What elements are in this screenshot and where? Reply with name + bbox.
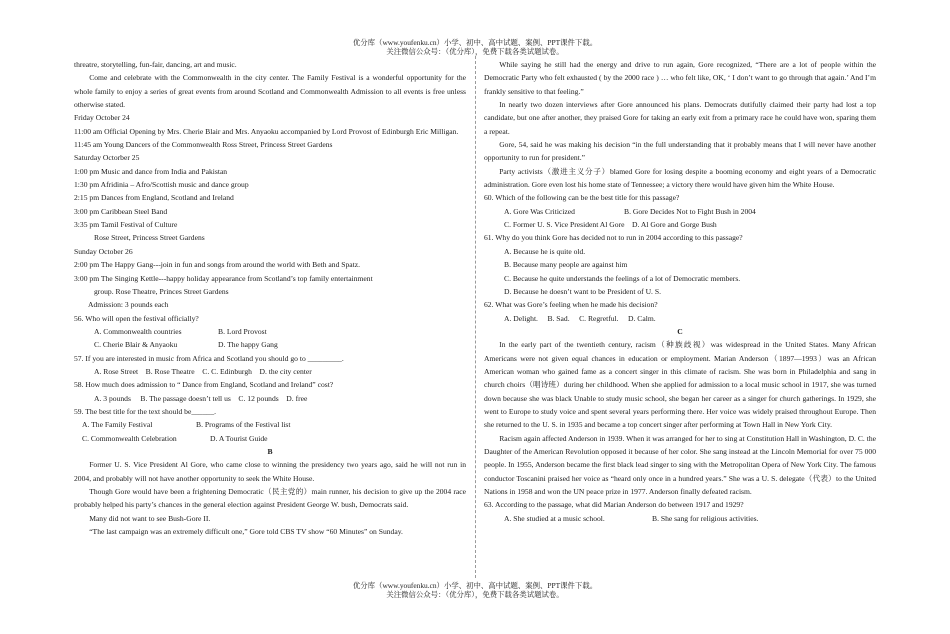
question-59: 59. The best title for the text should be______. bbox=[74, 406, 217, 416]
option-56a: A. Commonwealth countries bbox=[94, 326, 182, 336]
schedule2-line-2: 2:00 pm The Happy Gang---join in fun and songs from around the world with Beth and Spatz. bbox=[74, 260, 361, 270]
section-c-heading: C bbox=[677, 326, 683, 336]
venue-line-1: Rose Street, Princess Street Gardens bbox=[94, 233, 205, 243]
schedule-line-5: 1:00 pm Music and dance from India and Pakistan bbox=[74, 166, 228, 176]
option-61c: C. Because he quite understands the feelings of a lot of Democratic members. bbox=[504, 273, 741, 283]
venue-line-2: group. Rose Theatre, Princes Street Gardens bbox=[94, 286, 229, 296]
option-63a: A. She studied at a music school. bbox=[504, 513, 605, 523]
option-56d: D. The happy Gang bbox=[218, 340, 278, 350]
question-60-options-cd: C. Former U. S. Vice President Al Gore D. Al Gore and Gorge Bush bbox=[504, 220, 717, 230]
intro-paragraph: Come and celebrate with the Commonwealth in the city center. The Family Festival is a wonderful opportunity for the whole family to enjoy a series of great events from around Scotland and Commonwealth Admission to all events is free unless otherwise stated. bbox=[74, 73, 466, 110]
column-divider bbox=[475, 56, 476, 578]
option-59d: D. A Tourist Guide bbox=[210, 433, 268, 443]
admission-line: Admission: 3 pounds each bbox=[88, 300, 169, 310]
page-footer bbox=[0, 581, 950, 599]
question-63: 63. According to the passage, what did Marian Anderson do between 1917 and 1929? bbox=[484, 500, 744, 510]
schedule-line-8: 3:00 pm Caribbean Steel Band bbox=[74, 206, 168, 216]
schedule-line-1: Friday October 24 bbox=[74, 113, 130, 123]
section-b-heading: B bbox=[267, 446, 273, 456]
header-line-1: 优分库（www.youfenku.cn）小学、初中、高中试题、案例、PPT课件下载。 bbox=[352, 38, 598, 47]
option-61d: D. Because he doesn’t want to be President of U. S. bbox=[504, 286, 661, 296]
passage-c-paragraph-2: Racism again affected Anderson in 1939. When it was arranged for her to sing at Constitution Hall in Washington, D. C. the Daughter of the American Revolution opposed it because of her color. She sang instead at the Lincoln Memorial for over 75 000 people. In 1955, Anderson became the first black lead singer to sing with the Metropolitan Opera of New York City. The famous conductor Toscanini praised her voice as “heard only once in a hundred years.” She was a U. S. delegate（代表）to the United Nations in 1958 and won the UN peace prize in 1977. Anderson finally defeated racism. bbox=[484, 433, 876, 496]
passage-b-paragraph-5: While saying he still had the energy and drive to run again, Gore recognized, “There are a lot of people within the Democratic Party who felt exhausted ( by the 2000 race ) … who felt like, OK, ‘ I don’t want to go through that again.’ And I’m frankly sensitive to that feeling.” bbox=[484, 60, 876, 96]
question-60-options-ab bbox=[484, 205, 876, 218]
schedule-line-9: 3:35 pm Tamil Festival of Culture bbox=[74, 220, 178, 230]
passage-b-paragraph-6: In nearly two dozen interviews after Gore announced his plans. Democrats dutifully claimed their party had lost a top candidate, but one after another, they praised Gore for taking an early exit from a primary race he could have won, sparing them a repeat. bbox=[484, 100, 876, 136]
option-60a: A. Gore Was Criticized bbox=[504, 206, 575, 216]
option-59a: A. The Family Festival bbox=[82, 420, 153, 430]
question-56-options-cd bbox=[74, 338, 466, 351]
left-column bbox=[74, 58, 466, 538]
question-63-options-ab bbox=[484, 512, 876, 525]
schedule-line-6: 1:30 pm Afridinia – Afro/Scottish music and dance group bbox=[74, 180, 249, 190]
question-57-options: A. Rose Street B. Rose Theatre C. C. Edinburgh D. the city center bbox=[94, 366, 312, 376]
schedule2-line-1: Sunday October 26 bbox=[74, 246, 133, 256]
passage-b-paragraph-3: Many did not want to see Bush-Gore II. bbox=[89, 513, 211, 523]
passage-b-paragraph-8: Party activists（激进主义分子）blamed Gore for losing despite a booming economy and eight years of a Democratic administration. Gore even lost his home state of Tennessee; a victory there would have given him the White House. bbox=[484, 166, 876, 190]
schedule-line-7: 2:15 pm Dances from England, Scotland and Ireland bbox=[74, 193, 234, 203]
question-57: 57. If you are interested in music from Africa and Scotland you should go to _________. bbox=[74, 353, 344, 363]
question-56: 56. Who will open the festival officially? bbox=[74, 313, 199, 323]
schedule-line-3: 11:45 am Young Dancers of the Commonwealth Ross Street, Princess Street Gardens bbox=[74, 140, 333, 150]
right-column bbox=[484, 58, 876, 525]
passage-b-paragraph-1: Former U. S. Vice President Al Gore, who came close to winning the presidency two years ago, said he will not run in 2004, and probably will not have another opportunity to seek the White House. bbox=[74, 460, 466, 483]
question-56-options-ab bbox=[74, 325, 466, 338]
question-58-options: A. 3 pounds B. The passage doesn’t tell us C. 12 pounds D. free bbox=[94, 393, 308, 403]
option-56c: C. Cherie Blair & Anyaoku bbox=[94, 340, 178, 350]
option-63b: B. She sang for religious activities. bbox=[652, 513, 759, 523]
schedule-line-2: 11:00 am Official Opening by Mrs. Cherie Blair and Mrs. Anyaoku accompanied by Lord Provost of Edinburgh Eric Milligan. bbox=[74, 126, 459, 136]
question-62: 62. What was Gore’s feeling when he made his decision? bbox=[484, 300, 658, 310]
passage-b-paragraph-7: Gore, 54, said he was making his decision “in the full understanding that it probably means that I will never have another opportunity to run for president.” bbox=[484, 140, 876, 163]
option-59b: B. Programs of the Festival list bbox=[196, 420, 291, 430]
schedule-line-4: Saturday Octorber 25 bbox=[74, 153, 140, 163]
option-61b: B. Because many people are against him bbox=[504, 260, 628, 270]
intro-line: threatre, storytelling, fun-fair, dancing, art and music. bbox=[74, 60, 237, 69]
question-58: 58. How much does admission to “ Dance from England, Scotland and Ireland” cost? bbox=[74, 380, 334, 390]
option-59c: C. Commonwealth Celebration bbox=[82, 433, 177, 443]
schedule2-line-3: 3:00 pm The Singing Kettle---happy holiday appearance from Scotland’s top family entertainment bbox=[74, 273, 373, 283]
header-line-2: 关注微信公众号：（优分库），免费下载各类试题试卷。 bbox=[386, 47, 564, 56]
question-59-options-cd bbox=[74, 432, 466, 445]
page-header bbox=[0, 38, 950, 56]
passage-b-paragraph-2: Though Gore would have been a frightening Democratic（民主党的）main runner, his decision to give up the 2004 race probably helped his party’s chances in the general election against President George W. bush, Democrats said. bbox=[74, 487, 466, 510]
option-56b: B. Lord Provost bbox=[218, 326, 267, 336]
option-61a: A. Because he is quite old. bbox=[504, 246, 586, 256]
question-61: 61. Why do you think Gore has decided not to run in 2004 according to this passage? bbox=[484, 233, 743, 243]
passage-c-paragraph-1: In the early part of the twentieth century, racism（种族歧视）was widespread in the United States. Many African Americans were not given equal chances in education or employment. Marian Anderson（1897—1993）was an African American woman who gained fame as a concert singer in this climate of racism. She was born in Philadelphia and sang in church choirs（唱诗班）during her childhood. When she applied for admission to a local music school in 1917, she was turned down because she was black Unable to study music school, she began her career as a singer for church gatherings. In 1929, she went to Europe to study voice and spent several years performing there. Her voice was widely praised throughout Europe. Then she returned to the U. S. in 1935 and became a top concert singer after performing at Town Hall in New York City. bbox=[484, 340, 876, 430]
passage-b-paragraph-4: “The last campaign was an extremely difficult one,” Gore told CBS TV show “60 Minutes” on Sunday. bbox=[89, 527, 403, 537]
footer-line-2: 关注微信公众号：（优分库），免费下载各类试题试卷。 bbox=[386, 590, 564, 599]
question-60: 60. Which of the following can be the best title for this passage? bbox=[484, 193, 680, 203]
question-62-options: A. Delight. B. Sad. C. Regretful. D. Calm. bbox=[504, 313, 656, 323]
question-59-options-ab bbox=[74, 418, 466, 431]
footer-line-1: 优分库（www.youfenku.cn）小学、初中、高中试题、案例、PPT课件下载。 bbox=[352, 581, 598, 590]
option-60b: B. Gore Decides Not to Fight Bush in 2004 bbox=[624, 206, 756, 216]
